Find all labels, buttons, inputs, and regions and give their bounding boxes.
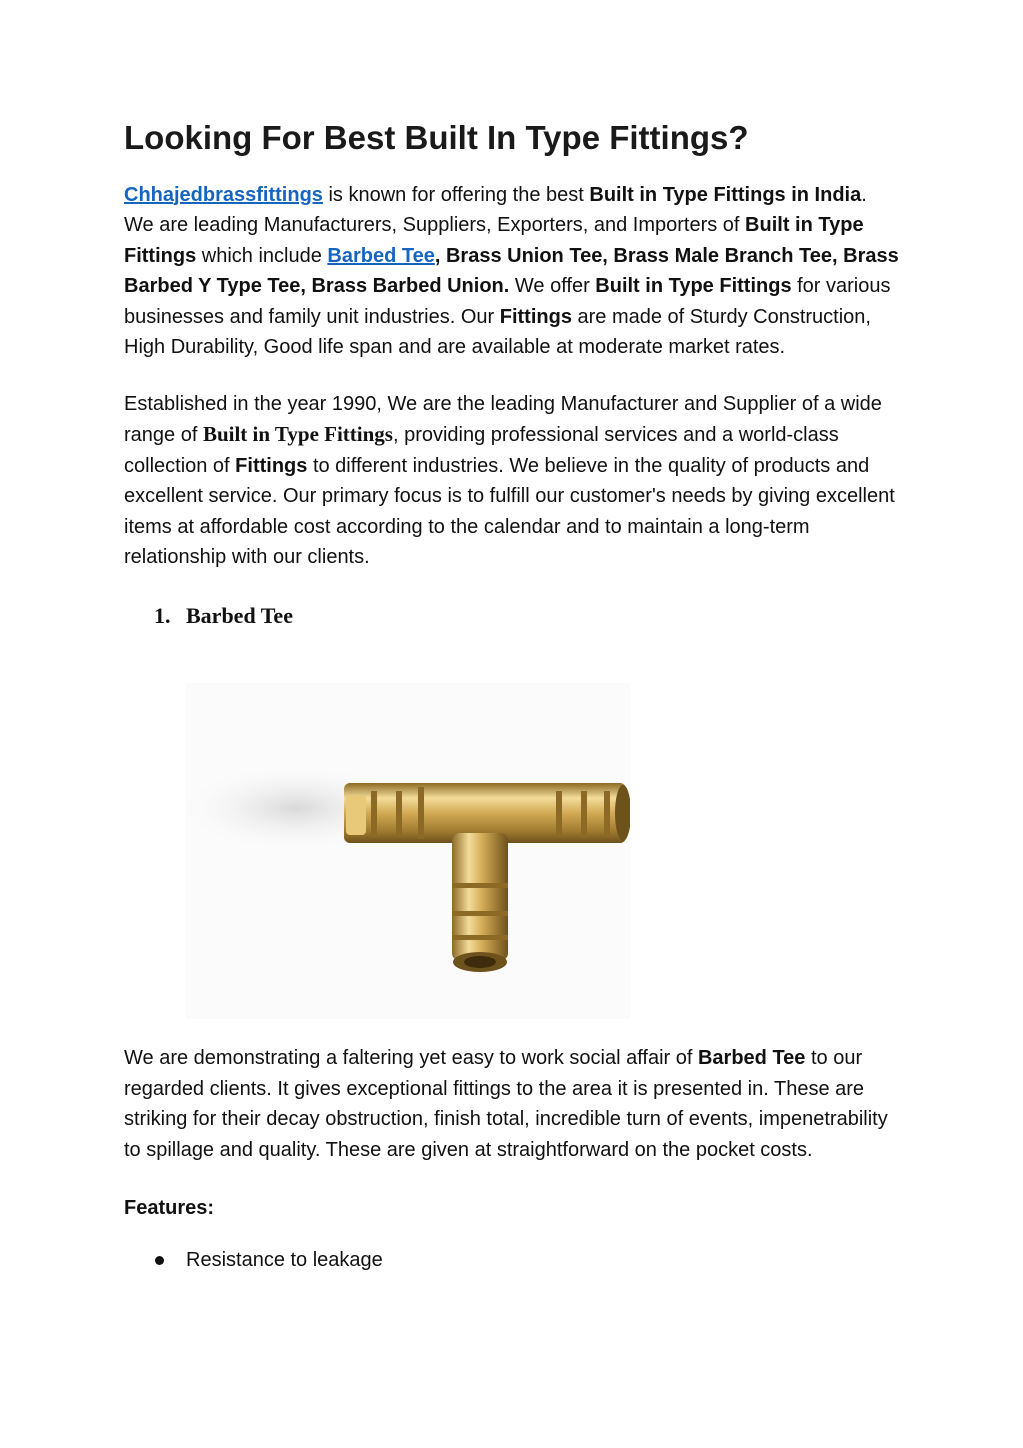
intro-bold-3: , Brass Union Tee, Brass Male Branch Tee, Brass Barbed Y Type Tee, Brass Barbed Union. [124,244,899,298]
description-text-2: to our regarded clients. It gives exceptional fittings to the area it is presented in. These are striking for their decay obstruction, finish total, incredible turn of events, impenetrability to spillage and quality. These are given at straightforward on the pocket costs. [124,1047,888,1161]
brand-link[interactable]: Chhajedbrassfittings [124,183,323,206]
intro-bold-1: Built in Type Fittings in India [589,183,862,206]
about-text-1: Established in the year 1990, We are the leading Manufacturer and Supplier of a wide range of [124,392,882,447]
intro-bold-2: Built in Type Fittings [124,214,864,267]
feature-text: Resistance to leakage [186,1249,383,1271]
barbed-tee-illustration [186,683,630,1019]
product-description-section [124,1043,899,1275]
intro-text-4: We offer [509,275,596,298]
intro-text-5: for various businesses and family unit industries. Our [124,275,891,328]
description-bold-1: Barbed Tee [697,1047,806,1069]
intro-bold-5: Fittings [499,305,572,328]
intro-text-2: . We are leading Manufacturers, Suppliers, Exporters, and Importers of [124,183,867,237]
tee-branch [452,833,508,961]
about-bold-2: Fittings [235,454,308,477]
intro-text-3: which include [196,244,328,267]
description-text-1: We are demonstrating a faltering yet easy to work social affair of [124,1047,698,1069]
barbed-tee-link[interactable]: Barbed Tee [327,244,435,267]
intro-paragraph [124,180,899,363]
about-text-3: to different industries. We believe in the quality of products and excellent service. Our primary focus is to fulfill our customer's needs by giving excellent items at affordable cost according to the calendar and to maintain a long-term relationship with our clients. [124,454,895,569]
section-heading-text: Barbed Tee [186,602,293,628]
feature-item [124,1245,899,1275]
features-label: Features: [124,1197,215,1219]
document-body [124,118,899,631]
about-bold-1: Built in Type Fittings [202,422,393,447]
description-paragraph [124,1043,899,1165]
bullet-icon [155,1256,164,1265]
about-text-2: , providing professional services and a world-class collection of [124,424,839,477]
barbed-tee-product-image [186,683,630,1019]
intro-text-1: is known for offering the best [322,183,590,206]
section-heading-barbed-tee [124,601,899,631]
about-paragraph [124,389,899,573]
features-list [124,1245,899,1275]
page-title: Looking For Best Built In Type Fittings? [124,119,749,156]
intro-bold-4: Built in Type Fittings [595,275,792,298]
intro-text-6: are made of Sturdy Construction, High Durability, Good life span and are available at moderate market rates. [124,305,871,359]
section-number: 1. [154,602,171,628]
